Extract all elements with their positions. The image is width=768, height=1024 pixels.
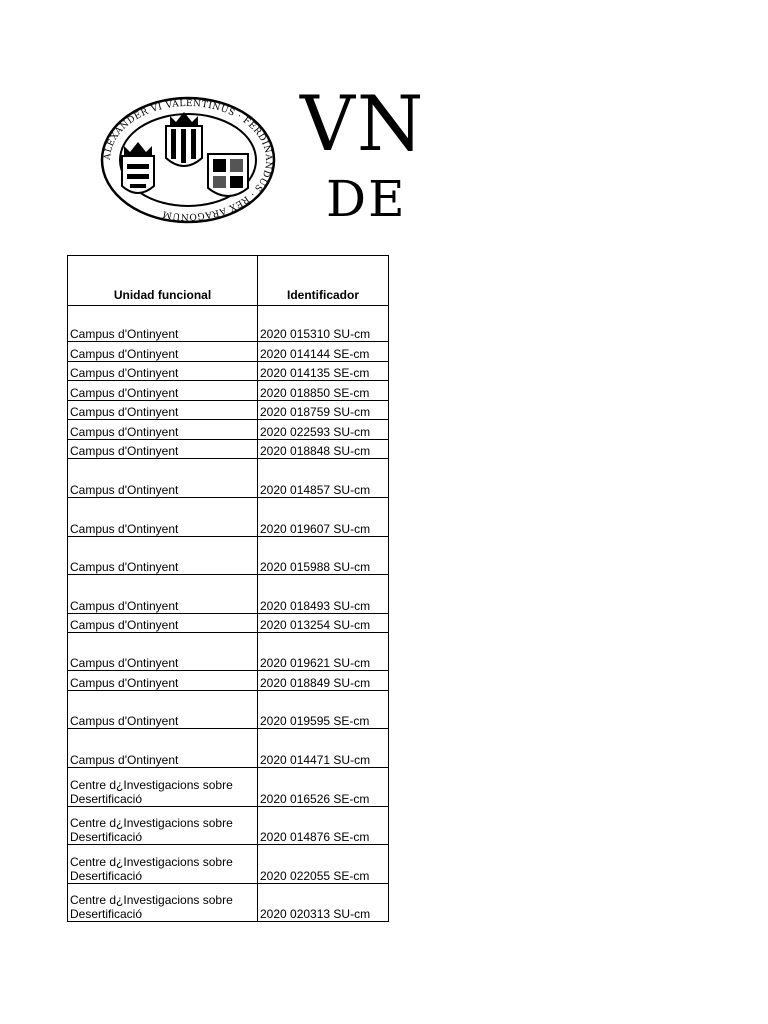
unit-cell: Campus d'Ontinyent bbox=[68, 401, 258, 420]
identifier-cell: 2020 015310 SU-cm bbox=[258, 306, 389, 342]
table-row bbox=[68, 575, 389, 614]
unit-cell: Campus d'Ontinyent bbox=[68, 440, 258, 459]
unit-cell: Campus d'Ontinyent bbox=[68, 691, 258, 729]
unit-cell: Campus d'Ontinyent bbox=[68, 362, 258, 381]
table-row bbox=[68, 537, 389, 575]
table-row bbox=[68, 633, 389, 671]
unit-cell: Campus d'Ontinyent bbox=[68, 306, 258, 342]
university-wordmark bbox=[296, 79, 426, 236]
wordmark-line-2: DE bbox=[326, 170, 407, 228]
identifier-cell: 2020 016526 SE-cm bbox=[258, 768, 389, 807]
identifier-cell: 2020 018849 SU-cm bbox=[258, 671, 389, 691]
identifier-cell: 2020 018848 SU-cm bbox=[258, 440, 389, 459]
table-header-row bbox=[68, 256, 389, 306]
table-row bbox=[68, 459, 389, 498]
unit-cell: Campus d'Ontinyent bbox=[68, 498, 258, 537]
unit-cell: Centre d¿Investigacions sobre Desertificació bbox=[68, 884, 258, 922]
identifier-cell: 2020 014144 SE-cm bbox=[258, 342, 389, 362]
unit-cell: Campus d'Ontinyent bbox=[68, 537, 258, 575]
table-row bbox=[68, 884, 389, 922]
column-header-identifier: Identificador bbox=[258, 256, 389, 306]
identifier-cell: 2020 022055 SE-cm bbox=[258, 845, 389, 884]
identifier-cell: 2020 014135 SE-cm bbox=[258, 362, 389, 381]
table-row bbox=[68, 306, 389, 342]
table-row bbox=[68, 401, 389, 420]
table-row bbox=[68, 845, 389, 884]
table-row bbox=[68, 420, 389, 440]
identifier-cell: 2020 019595 SE-cm bbox=[258, 691, 389, 729]
identifier-cell: 2020 020313 SU-cm bbox=[258, 884, 389, 922]
unit-cell: Campus d'Ontinyent bbox=[68, 381, 258, 401]
identifier-cell: 2020 022593 SU-cm bbox=[258, 420, 389, 440]
unit-cell: Centre d¿Investigacions sobre Desertificació bbox=[68, 768, 258, 807]
unit-cell: Campus d'Ontinyent bbox=[68, 459, 258, 498]
identifier-cell: 2020 015988 SU-cm bbox=[258, 537, 389, 575]
table-row bbox=[68, 691, 389, 729]
table-row bbox=[68, 381, 389, 401]
identifier-cell: 2020 018850 SE-cm bbox=[258, 381, 389, 401]
identifier-cell: 2020 018493 SU-cm bbox=[258, 575, 389, 614]
identifier-cell: 2020 018759 SU-cm bbox=[258, 401, 389, 420]
unit-cell: Campus d'Ontinyent bbox=[68, 671, 258, 691]
identifier-cell: 2020 014876 SE-cm bbox=[258, 807, 389, 845]
identifier-cell: 2020 019621 SU-cm bbox=[258, 633, 389, 671]
table-row bbox=[68, 729, 389, 768]
wordmark-line-1: VN bbox=[300, 79, 426, 168]
university-logo bbox=[100, 79, 426, 236]
identifier-cell: 2020 014857 SU-cm bbox=[258, 459, 389, 498]
table-row bbox=[68, 807, 389, 845]
unit-cell: Campus d'Ontinyent bbox=[68, 342, 258, 362]
unit-cell: Campus d'Ontinyent bbox=[68, 420, 258, 440]
unit-cell: Centre d¿Investigacions sobre Desertificació bbox=[68, 845, 258, 884]
column-header-unit: Unidad funcional bbox=[68, 256, 258, 306]
unit-cell: Campus d'Ontinyent bbox=[68, 729, 258, 768]
unit-cell: Campus d'Ontinyent bbox=[68, 633, 258, 671]
university-seal-icon bbox=[100, 96, 276, 226]
functional-units-table bbox=[67, 255, 389, 922]
unit-cell: Campus d'Ontinyent bbox=[68, 614, 258, 633]
identifier-cell: 2020 019607 SU-cm bbox=[258, 498, 389, 537]
table-row bbox=[68, 671, 389, 691]
table-row bbox=[68, 362, 389, 381]
svg-text:ALEXANDER VI VALENTINUS · FERD: ALEXANDER VI VALENTINUS · FERDINANDUS · REX ARAGONUM bbox=[102, 98, 274, 222]
table-row bbox=[68, 614, 389, 633]
identifier-cell: 2020 013254 SU-cm bbox=[258, 614, 389, 633]
table-row bbox=[68, 440, 389, 459]
identifier-cell: 2020 014471 SU-cm bbox=[258, 729, 389, 768]
unit-cell: Campus d'Ontinyent bbox=[68, 575, 258, 614]
table-row bbox=[68, 768, 389, 807]
unit-cell: Centre d¿Investigacions sobre Desertificació bbox=[68, 807, 258, 845]
table-row bbox=[68, 498, 389, 537]
table-row bbox=[68, 342, 389, 362]
